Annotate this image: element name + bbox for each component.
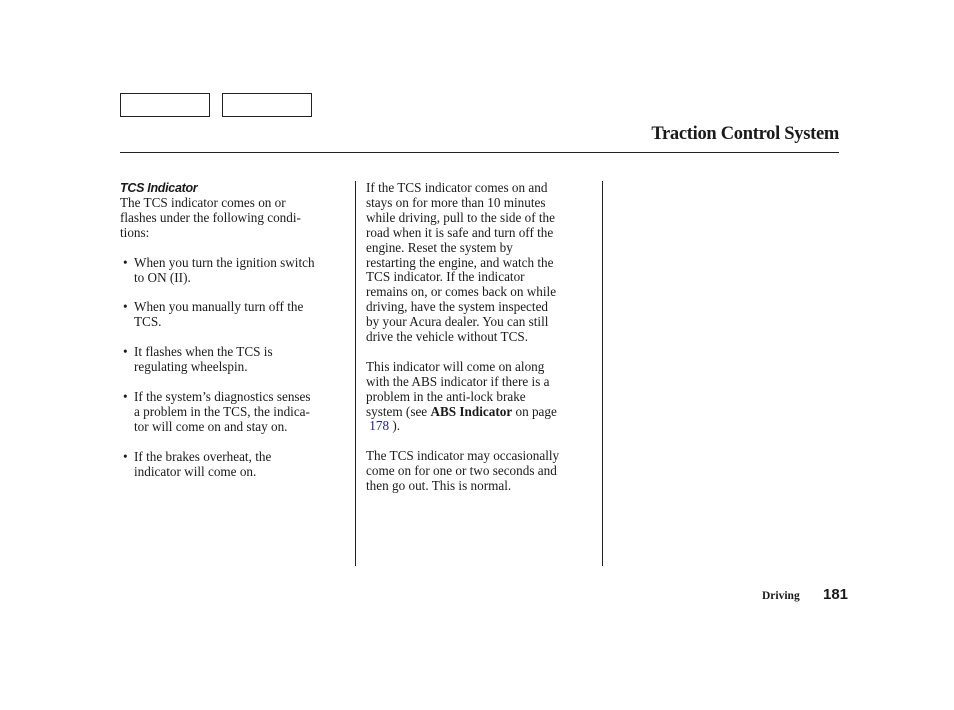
paragraph: If the TCS indicator comes on and stays on for more than 10 minutes while driving, pull to the side of the road when it is safe and turn off the engine. Reset the system by restarting the engine, and watch the TCS indicator. If the indicator remains on, or comes back on while driving, have the system inspected by your Acura dealer. You can still drive the vehicle without TCS.: [366, 180, 557, 345]
paragraph: The TCS indicator may occasionally come on for one or two seconds and then go out. This is normal.: [366, 448, 560, 494]
left-column: [120, 181, 348, 480]
right-column: [366, 181, 596, 494]
nav-prev-button[interactable]: [120, 93, 210, 117]
intro-paragraph: The TCS indicator comes on or flashes under the following condi- tions:: [120, 194, 301, 240]
paragraph: This indicator will come on along with the ABS indicator if there is a problem in the anti-lock brake system (see ABS Indicator on page 178 ).: [366, 358, 557, 434]
list-item: • When you manually turn off the TCS.: [123, 299, 304, 330]
page-number: 181: [823, 586, 849, 603]
nav-next-button[interactable]: [222, 93, 312, 117]
list-item: • When you turn the ignition switch to ON (II).: [123, 254, 315, 285]
column-divider: [602, 181, 603, 566]
abs-indicator-ref: ABS Indicator: [430, 403, 513, 419]
footer-section: Driving: [762, 590, 800, 602]
section-heading: TCS Indicator: [120, 181, 198, 195]
page-link-178[interactable]: 178: [369, 418, 390, 434]
column-divider: [355, 181, 356, 566]
list-item: • If the system’s diagnostics senses a problem in the TCS, the indica- tor will come on and stay on.: [123, 389, 311, 434]
list-item: • It flashes when the TCS is regulating wheelspin.: [123, 344, 273, 375]
list-item: • If the brakes overheat, the indicator will come on.: [123, 448, 272, 479]
header-rule: [120, 152, 839, 153]
page-title: Traction Control System: [651, 124, 839, 144]
